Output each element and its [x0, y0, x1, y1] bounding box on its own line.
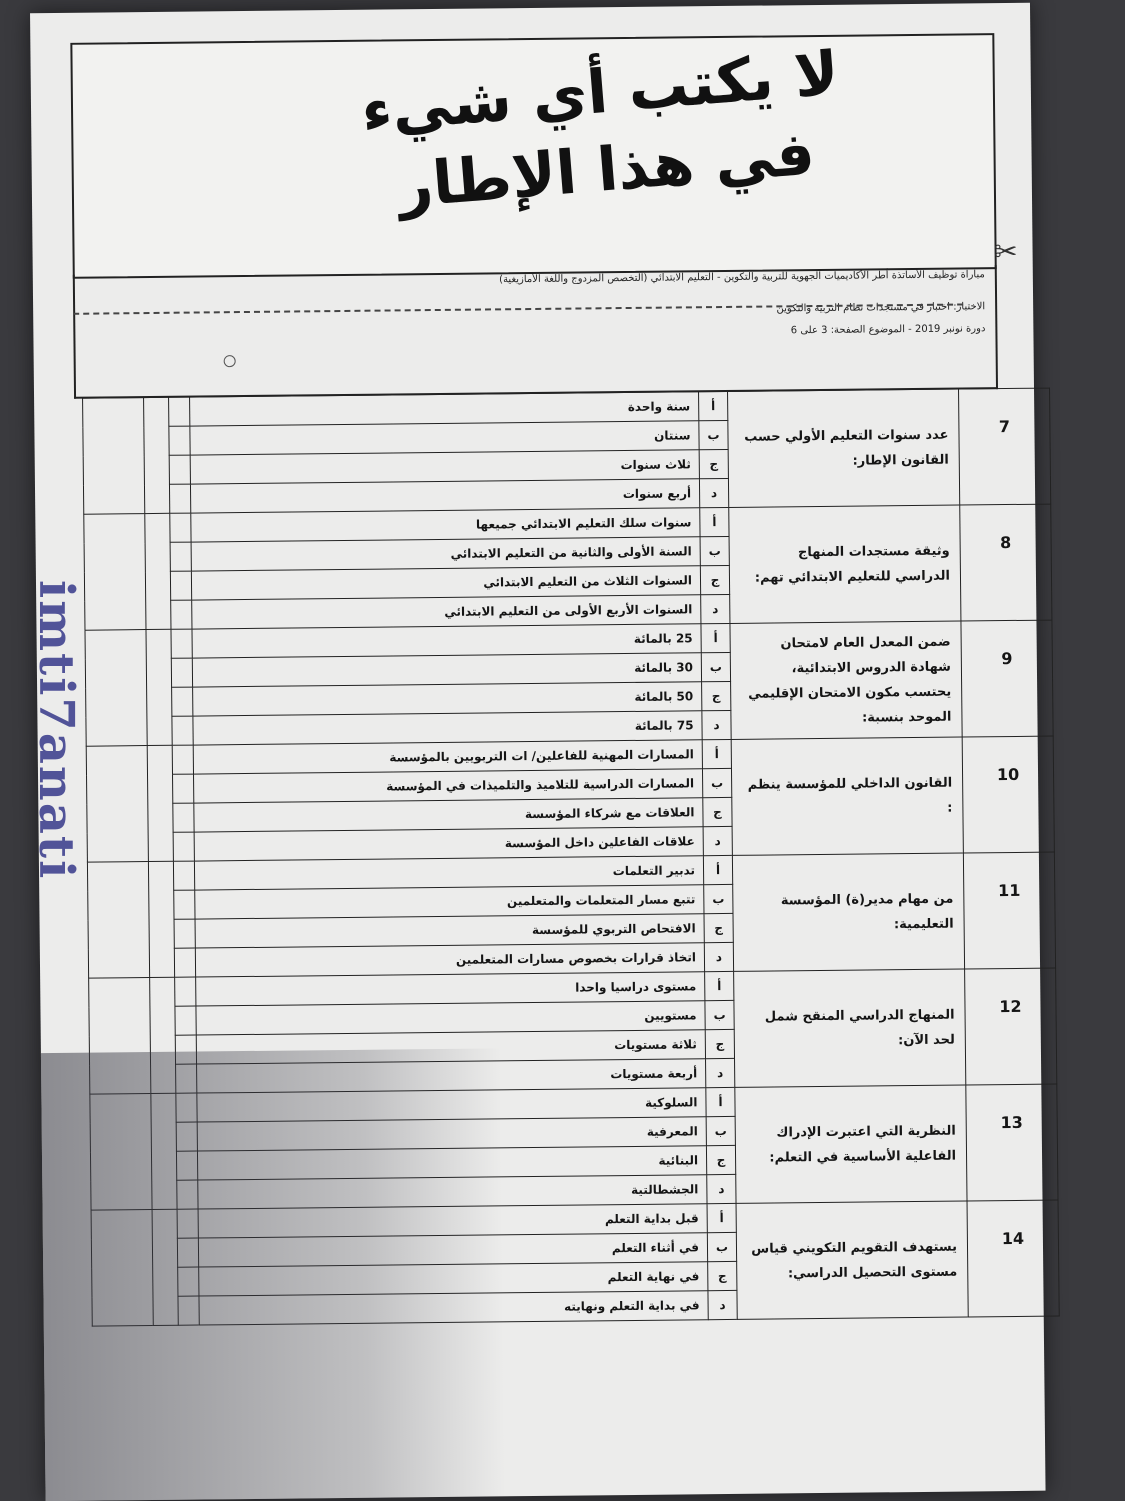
option-text: 50 بالمائة [193, 682, 702, 716]
answer-box[interactable] [173, 861, 194, 890]
question-number [959, 388, 1051, 505]
question-number-label: 11 [998, 880, 1021, 901]
answer-box[interactable] [173, 774, 194, 803]
option-text: السنة الأولى والثانية من التعليم الابتدائي [191, 537, 700, 571]
option-letter: ج [702, 681, 731, 710]
option-letter: ج [699, 449, 728, 478]
exam-header-line3: دورة نونبر 2019 - الموضوع الصفحة: 3 على 6 [790, 323, 986, 337]
scissors-icon: ✂ [993, 234, 1018, 269]
option-letter: ب [699, 420, 728, 449]
option-letter: د [703, 826, 732, 855]
option-text: قبل بداية التعلم [198, 1204, 707, 1238]
score-box [145, 513, 171, 629]
question-number-label: 9 [1001, 648, 1013, 669]
option-letter: أ [699, 391, 728, 420]
option-text: في أثناء التعلم [198, 1233, 707, 1267]
option-letter: ج [703, 797, 732, 826]
option-text: سنتان [190, 421, 699, 455]
question-number [961, 620, 1053, 737]
answer-box[interactable] [178, 1267, 199, 1296]
option-letter: ج [700, 565, 729, 594]
option-letter: ب [701, 652, 730, 681]
answer-box[interactable] [175, 1006, 196, 1035]
answer-box[interactable] [169, 484, 190, 513]
option-letter: ج [705, 1029, 734, 1058]
answer-box[interactable] [174, 919, 195, 948]
answer-box[interactable] [177, 1180, 198, 1209]
option-letter: د [706, 1058, 735, 1087]
answer-box[interactable] [171, 629, 192, 658]
questions-table [82, 388, 1060, 1327]
question-stem: وثيقة مستجدات المنهاج الدراسي للتعليم الابتدائي تهم: [729, 505, 961, 623]
question-number-label: 7 [998, 416, 1011, 437]
option-text: العلاقات مع شركاء المؤسسة [194, 798, 703, 832]
option-text: البنائية [197, 1146, 706, 1180]
answer-box[interactable] [173, 803, 194, 832]
grader-margin [87, 862, 149, 979]
option-letter: أ [701, 623, 730, 652]
answer-box[interactable] [172, 687, 193, 716]
option-letter: د [707, 1174, 736, 1203]
option-letter: ج [708, 1261, 737, 1290]
option-text: المعرفية [197, 1117, 706, 1151]
watermark: imti7anati [28, 580, 84, 881]
option-letter: أ [705, 971, 734, 1000]
answer-box[interactable] [174, 948, 195, 977]
option-letter: ب [700, 536, 729, 565]
question-number [967, 1200, 1059, 1317]
option-text: السنوات الأربع الأولى من التعليم الابتدائي [192, 595, 701, 629]
option-text: الافتحاص التربوي للمؤسسة [195, 914, 704, 948]
frame-notice [248, 25, 958, 237]
question-number-label: 14 [1001, 1228, 1025, 1249]
answer-box[interactable] [175, 1035, 196, 1064]
question-number-label: 10 [996, 764, 1020, 785]
option-letter: أ [706, 1087, 735, 1116]
option-text: المسارات المهنية للفاعلين/ ات التربويين بالمؤسسة [193, 740, 702, 774]
question-number-label: 13 [1000, 1112, 1023, 1133]
question-number [965, 968, 1057, 1085]
answer-box[interactable] [177, 1209, 198, 1238]
score-box [147, 745, 173, 861]
option-letter: د [702, 710, 731, 739]
score-box [146, 629, 172, 745]
answer-box[interactable] [169, 397, 190, 426]
question-number [962, 736, 1054, 853]
answer-box[interactable] [176, 1122, 197, 1151]
option-text: ثلاث سنوات [190, 450, 699, 484]
question-stem: النظرية التي اعتبرت الإدراك الفاعلية الأساسية في التعلم: [735, 1085, 967, 1203]
option-letter: أ [703, 855, 732, 884]
option-text: 75 بالمائة [193, 711, 702, 745]
option-letter: أ [702, 739, 731, 768]
answer-box[interactable] [170, 571, 191, 600]
option-letter: ج [704, 913, 733, 942]
option-text: مستويين [196, 1001, 705, 1035]
question-number [963, 852, 1055, 969]
score-box [148, 861, 174, 977]
grader-margin [84, 514, 146, 631]
option-text: السلوكية [197, 1088, 706, 1122]
option-text: سنوات سلك التعليم الابتدائي جميعها [191, 508, 700, 542]
answer-box[interactable] [176, 1064, 197, 1093]
option-letter: د [704, 942, 733, 971]
question-stem: ضمن المعدل العام لامتحان شهادة الدروس الابتدائية، يحتسب مكون الامتحان الإقليمي الموحد بنسبة: [730, 621, 962, 739]
option-text: علاقات الفاعلين داخل المؤسسة [194, 827, 703, 861]
option-text: 30 بالمائة [192, 653, 701, 687]
option-text: اتخاذ قرارات بخصوص مسارات المتعلمين [195, 943, 704, 977]
question-stem: عدد سنوات التعليم الأولي حسب القانون الإطار: [728, 389, 960, 507]
option-letter: ب [706, 1116, 735, 1145]
answer-box[interactable] [171, 600, 192, 629]
question-number [960, 504, 1052, 621]
answer-box[interactable] [177, 1238, 198, 1267]
grader-margin [85, 630, 147, 747]
answer-box[interactable] [171, 658, 192, 687]
option-text: مستوى دراسيا واحدا [196, 972, 705, 1006]
option-letter: ب [705, 1000, 734, 1029]
option-letter: ب [704, 884, 733, 913]
answer-box[interactable] [169, 455, 190, 484]
answer-box[interactable] [172, 745, 193, 774]
option-letter: د [701, 594, 730, 623]
exam-header [73, 265, 998, 399]
answer-box[interactable] [170, 542, 191, 571]
grader-margin [90, 1094, 152, 1211]
answer-box[interactable] [169, 426, 190, 455]
option-letter: ب [702, 768, 731, 797]
answer-box[interactable] [172, 716, 193, 745]
grader-margin [83, 398, 145, 515]
option-text: في بداية التعلم ونهايته [199, 1291, 708, 1325]
option-letter: أ [707, 1203, 736, 1232]
option-letter: د [708, 1290, 737, 1319]
no-write-frame [70, 33, 996, 279]
question-stem: القانون الداخلي للمؤسسة ينظم : [731, 737, 963, 855]
option-letter: ب [707, 1232, 736, 1261]
answer-box[interactable] [176, 1151, 197, 1180]
frame-notice-line1: لا يكتب أي شيء [358, 38, 842, 147]
option-text: تدبير التعلمات [194, 856, 703, 890]
answer-box[interactable] [170, 513, 191, 542]
question-number-label: 12 [999, 996, 1022, 1017]
score-box [152, 1209, 178, 1325]
question-number-label: 8 [999, 532, 1012, 553]
option-text: أربعة مستويات [197, 1059, 706, 1093]
option-text: الجشطالتية [198, 1175, 707, 1209]
frame-notice-line2: في هذا الإطار [395, 118, 818, 222]
option-text: السنوات الثلاث من التعليم الابتدائي [191, 566, 700, 600]
option-text: في نهاية التعلم [199, 1262, 708, 1296]
punch-hole-icon [224, 355, 236, 367]
grader-margin [86, 746, 148, 863]
score-box [144, 397, 170, 513]
score-box [150, 977, 176, 1093]
answer-box[interactable] [173, 832, 194, 861]
answer-box[interactable] [178, 1296, 199, 1325]
answer-box[interactable] [174, 890, 195, 919]
answer-box[interactable] [175, 977, 196, 1006]
question-stem: المنهاج الدراسي المنقح شمل لحد الآن: [734, 969, 966, 1087]
option-letter: أ [700, 507, 729, 536]
answer-box[interactable] [176, 1093, 197, 1122]
question-stem: يستهدف التقويم التكويني قياس مستوى التحصيل الدراسي: [736, 1201, 968, 1319]
option-text: 25 بالمائة [192, 624, 701, 658]
exam-header-line1: مباراة توظيف الأساتذة أطر الأكاديميات الجهوية للتربية والتكوين - التعليم الابتدائي (التخصص المزدوج واللغة الأمازيغية) [499, 269, 985, 286]
score-box [151, 1093, 177, 1209]
option-text: تتبع مسار المتعلمات والمتعلمين [195, 885, 704, 919]
option-text: أربع سنوات [190, 479, 699, 513]
option-letter: ج [706, 1145, 735, 1174]
grader-margin [91, 1210, 153, 1327]
option-letter: د [699, 478, 728, 507]
question-number [966, 1084, 1058, 1201]
option-text: ثلاثة مستويات [196, 1030, 705, 1064]
exam-sheet [30, 3, 1046, 1501]
question-stem: من مهام مدير(ة) المؤسسة التعليمية: [732, 853, 964, 971]
exam-header-line2: الاختبار: اختبار في مستجدات نظام التربية والتكوين [776, 301, 986, 315]
option-text: سنة واحدة [190, 392, 699, 426]
option-text: المسارات الدراسية للتلاميذ والتلميذات في المؤسسة [194, 769, 703, 803]
grader-margin [89, 978, 151, 1095]
